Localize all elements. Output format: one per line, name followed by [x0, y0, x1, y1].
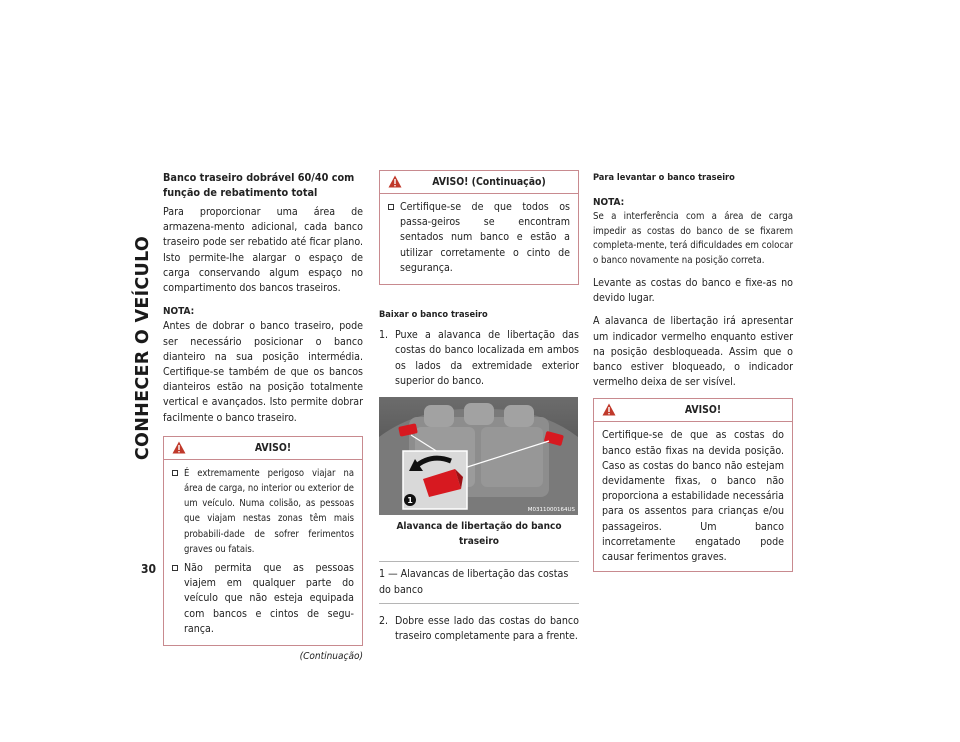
warning-body: [594, 422, 792, 571]
paragraph: Para proporcionar uma área de armazena-mento adicional, cada banco traseiro pode ser rebatido até ficar plano. Isto permite-lhe alargar o espaço de carga conservando algum espaço no compartimento dos bancos traseiros.: [163, 206, 363, 295]
section-heading: Banco traseiro dobrável 60/40 com função de rebatimento total: [163, 171, 355, 199]
section-title: CONHECER O VEÍCULO: [133, 235, 153, 461]
subheading: Para levantar o banco traseiro: [593, 172, 735, 183]
figure-code: M0311000164US: [527, 507, 575, 514]
warning-body: [164, 460, 362, 645]
step-number: 2.: [379, 614, 389, 627]
continued-label: (Continuação): [299, 651, 363, 663]
warning-item: [172, 466, 354, 557]
column-2: [379, 170, 579, 652]
section-side-tab: [133, 158, 155, 538]
warning-header: [164, 437, 362, 460]
warning-body: [380, 194, 578, 284]
warning-item: [172, 561, 354, 637]
warning-header: [380, 171, 578, 194]
warning-box: [163, 436, 363, 646]
subheading: Baixar o banco traseiro: [379, 309, 488, 321]
warning-triangle-icon: [602, 403, 616, 416]
figure-caption: Alavanca de libertação do banco traseiro: [396, 521, 562, 548]
warning-title: AVISO!: [684, 404, 722, 417]
warning-triangle-icon: [388, 175, 402, 188]
step-list: [379, 614, 579, 644]
step-text: Dobre esse lado das costas do banco traseiro completamente para a frente.: [395, 614, 579, 643]
legend-text: 1 — Alavancas de libertação das costas do banco: [379, 568, 569, 596]
warning-item-text: Certifique-se de que todos os passa-geiros se encontram sentados num banco e estão a utilizar corretamente o cinto de segurança.: [400, 201, 570, 274]
warning-item-text: É extremamente perigoso viajar na área de carga, no interior ou exterior de um veículo. Numa colisão, as pessoas que viajam nestas zonas têm mais probabili-dade de sofrer ferimentos graves ou fatais.: [184, 467, 354, 555]
step-number: 1.: [379, 329, 389, 342]
warning-triangle-icon: [172, 441, 186, 454]
figure-legend: [379, 561, 579, 603]
warning-text: Certifique-se de que as costas do banco estão fixas na devida posição. Caso as costas do banco não estejam devidamente fixas, o banco não proporciona a estabilidade necessária para os assentos para crianças e/ou passageiros. Um banco incorretamente engatado pode causar ferimentos graves.: [602, 429, 784, 564]
step-item: [379, 328, 579, 389]
note-label: NOTA:: [593, 197, 625, 209]
warning-box: [593, 398, 793, 572]
column-3: [593, 170, 793, 572]
note-text: Se a interferência com a área de carga impedir as costas do banco de se fixarem completa-mente, terá dificuldades em colocar o banco novamente na posição correta.: [593, 211, 793, 266]
warning-box-continued: [379, 170, 579, 285]
column-1: [163, 170, 363, 664]
warning-title: AVISO! (Continuação): [432, 176, 546, 188]
paragraph: A alavanca de libertação irá apresentar um indicador vermelho enquanto estiver na posição desbloqueada. Assim que o banco estiver bloqueado, o indicador vermelho deixa de ser visível.: [593, 315, 793, 389]
warning-title: AVISO!: [254, 441, 292, 454]
note-label: NOTA:: [163, 306, 195, 318]
warning-item-text: Não permita que as pessoas viajem em qualquer parte do veículo que não esteja equipada com bancos e cintos de segu-rança.: [184, 562, 354, 635]
rear-seat-photo: [379, 397, 578, 515]
step-item: [379, 614, 579, 644]
warning-item: [388, 200, 570, 276]
step-text: Puxe a alavanca de libertação das costas do banco localizada em ambos os lados da extremidade exterior superior do banco.: [395, 329, 579, 387]
page-number: 30: [141, 562, 157, 576]
figure-callout-1: 1: [407, 496, 413, 506]
warning-header: [594, 399, 792, 422]
paragraph: Levante as costas do banco e fixe-as no devido lugar.: [593, 277, 793, 305]
step-list: [379, 328, 579, 389]
note-text: Antes de dobrar o banco traseiro, pode ser necessário posicionar o banco dianteiro na sua posição intermédia. Certifique-se também de que os bancos dianteiros estão na posição totalmente vertical e avançados. Isto permite dobrar facilmente o banco traseiro.: [163, 320, 363, 424]
